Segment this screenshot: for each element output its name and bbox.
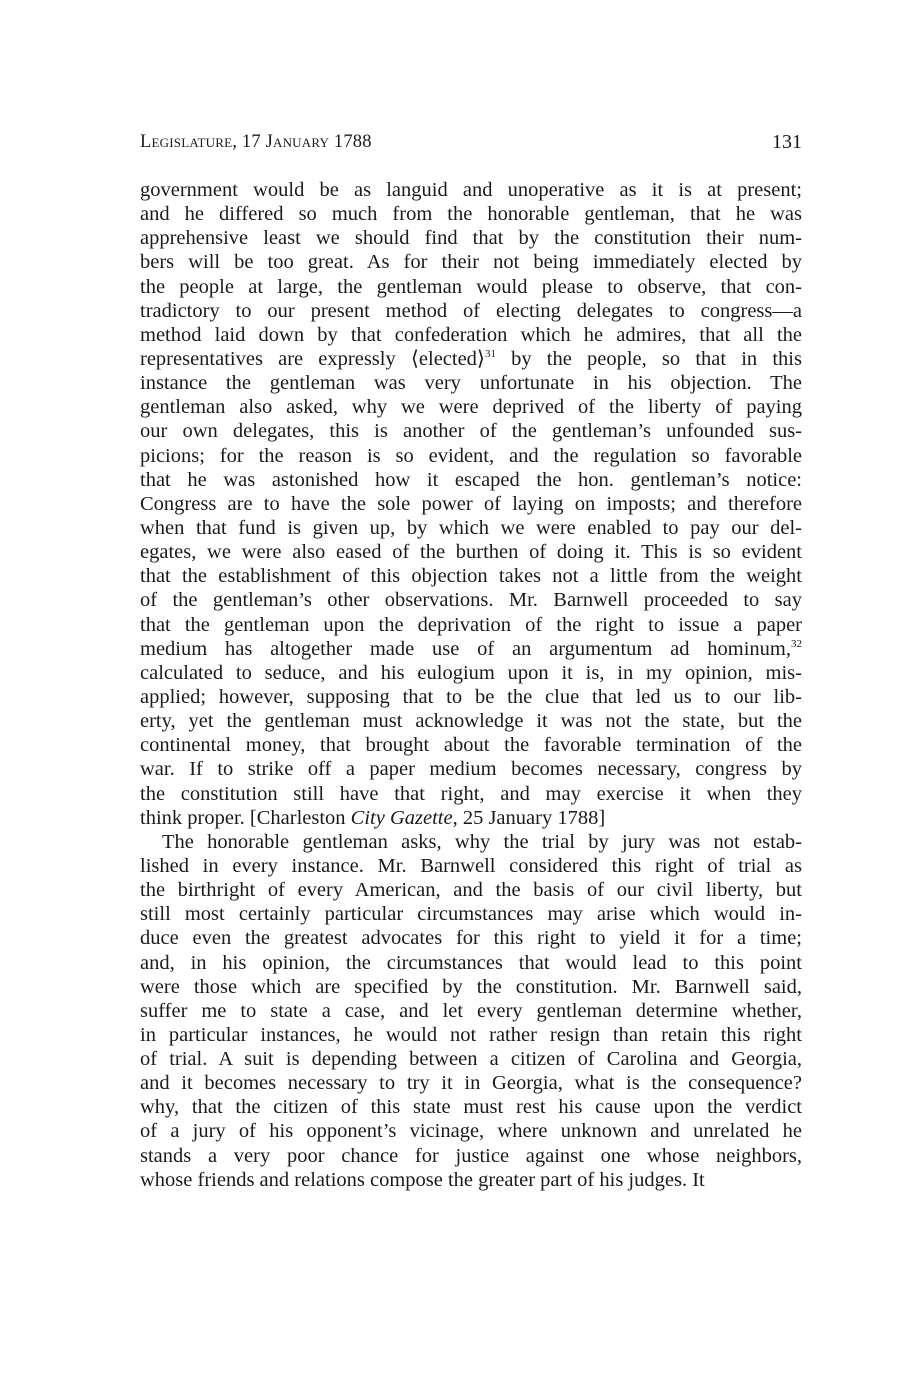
- text-line: suffer me to state a case, and let every gentleman determine whether,: [140, 999, 802, 1022]
- text-line: medium has altogether made use of an argumentum ad hominum,$^{32}$: [140, 637, 802, 660]
- text-line: whose friends and relations compose the greater part of his judges. It: [140, 1168, 705, 1191]
- text-line: instance the gentleman was very unfortunate in his objection. The: [140, 372, 802, 395]
- text-line: lished in every instance. Mr. Barnwell considered this right of trial as: [140, 854, 802, 877]
- text-line: still most certainly particular circumstances may arise which would in-: [140, 903, 802, 926]
- text-line: The honorable gentleman asks, why the trial by jury was not estab-: [162, 830, 802, 853]
- text-line: erty, yet the gentleman must acknowledge it was not the state, but the: [140, 710, 802, 733]
- text-line: of a jury of his opponent’s vicinage, where unknown and unrelated he: [140, 1120, 802, 1143]
- text-line: egates, we were also eased of the burthen of doing it. This is so evident: [140, 541, 802, 564]
- running-title: Legislature, 17 January 1788: [140, 132, 372, 152]
- paragraph: [140, 178, 802, 830]
- text-line: that the gentleman upon the deprivation of the right to issue a paper: [140, 613, 802, 636]
- text-line: our own delegates, this is another of the gentleman’s unfounded sus-: [140, 420, 802, 443]
- footnote-ref: 32: [791, 637, 802, 650]
- text-line: in particular instances, he would not rather resign than retain this right: [140, 1023, 802, 1046]
- text-line: and he differed so much from the honorable gentleman, that he was: [140, 203, 802, 226]
- text-line: continental money, that brought about the favorable termination of the: [140, 734, 802, 757]
- text-line: why, that the citizen of this state must rest his cause upon the verdict: [140, 1096, 802, 1119]
- text-line: that the establishment of this objection takes not a little from the weight: [140, 565, 802, 588]
- text-line: bers will be too great. As for their not being immediately elected by: [140, 251, 802, 274]
- text-line: were those which are specified by the constitution. Mr. Barnwell said,: [140, 975, 802, 998]
- text-line: representatives are expressly ⟨elected⟩$^{31}$ by the people, so that in this: [140, 347, 802, 370]
- running-head: [140, 128, 802, 156]
- footnote-ref: 31: [484, 347, 496, 360]
- text-line: gentleman also asked, why we were deprived of the liberty of paying: [140, 396, 802, 419]
- text-line: war. If to strike off a paper medium becomes necessary, congress by: [140, 758, 802, 781]
- text-line: and, in his opinion, the circumstances that would lead to this point: [140, 951, 802, 974]
- text-line: tradictory to our present method of electing delegates to congress—a: [140, 299, 802, 322]
- text-line: that he was astonished how it escaped the hon. gentleman’s notice:: [140, 468, 802, 491]
- text-line: stands a very poor chance for justice against one whose neighbors,: [140, 1144, 802, 1167]
- text-line: of trial. A suit is depending between a citizen of Carolina and Georgia,: [140, 1048, 802, 1071]
- text-line: the birthright of every American, and the basis of our civil liberty, but: [140, 879, 802, 902]
- text-line: applied; however, supposing that to be the clue that led us to our lib-: [140, 685, 802, 708]
- italic-text: City Gazette: [350, 806, 453, 829]
- paragraph: [140, 830, 802, 1192]
- text-line: apprehensive least we should find that by the constitution their num-: [140, 227, 802, 250]
- text-line: think proper. [Charleston City Gazette, 25 January 1788]: [140, 806, 606, 829]
- text-line: method laid down by that confederation which he admires, that all the: [140, 323, 802, 346]
- text-line: the people at large, the gentleman would please to observe, that con-: [140, 275, 802, 298]
- text-line: when that fund is given up, by which we were enabled to pay our del-: [140, 516, 802, 539]
- text-line: government would be as languid and unoperative as it is at present;: [140, 179, 802, 201]
- text-line: of the gentleman’s other observations. Mr. Barnwell proceeded to say: [140, 589, 802, 612]
- text-line: calculated to seduce, and his eulogium upon it is, in my opinion, mis-: [140, 661, 802, 684]
- text-line: Congress are to have the sole power of laying on imposts; and therefore: [140, 492, 802, 515]
- text-line: picions; for the reason is so evident, and the regulation so favorable: [140, 444, 802, 467]
- text-line: and it becomes necessary to try it in Georgia, what is the consequence?: [140, 1072, 802, 1095]
- page-number: 131: [772, 131, 802, 153]
- body-text: [140, 178, 802, 1192]
- text-line: the constitution still have that right, and may exercise it when they: [140, 782, 802, 805]
- text-line: duce even the greatest advocates for this right to yield it for a time;: [140, 927, 802, 950]
